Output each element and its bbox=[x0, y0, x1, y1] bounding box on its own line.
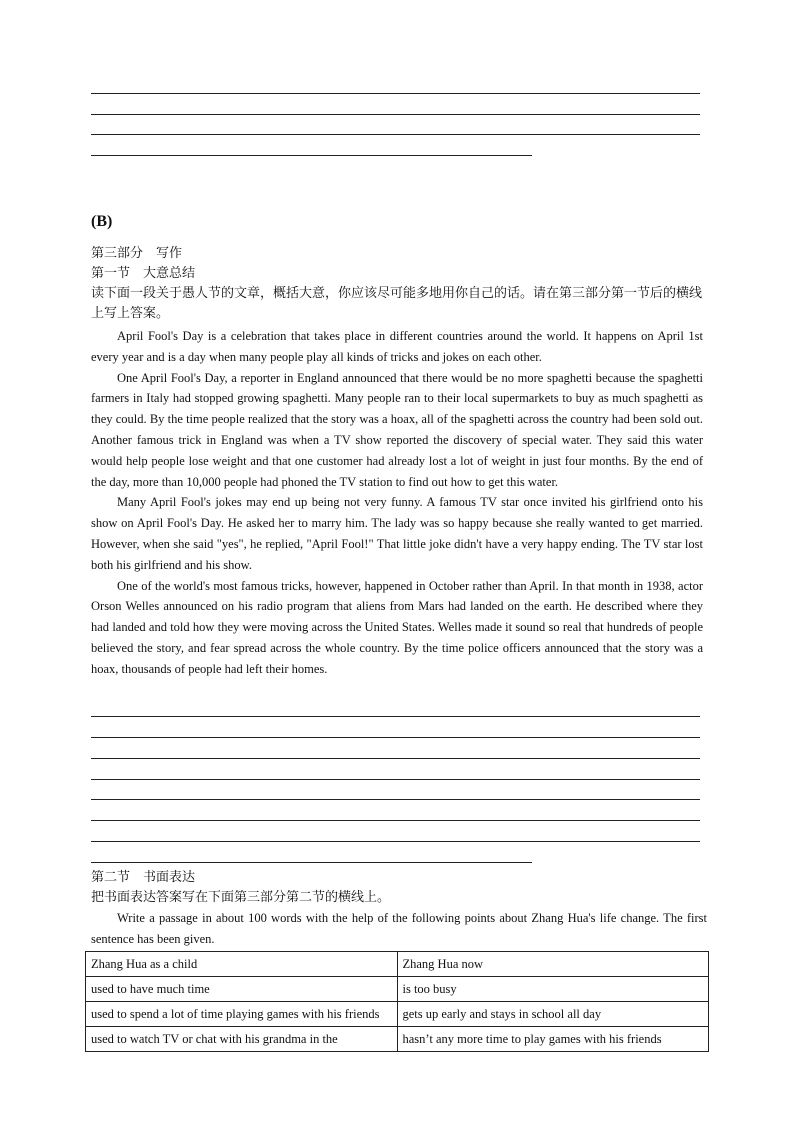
passage-paragraph: Many April Fool's jokes may end up being not very funny. A famous TV star once invited his girlfriend onto his show on April Fool's Day. He asked her to marry him. The lady was so happy because she really wanted to get married. However, when she said "yes", he replied, "April Fool!" That little joke didn't have a very happy ending. The TV star lost both his girlfriend and his show. bbox=[91, 495, 703, 572]
reading-passage bbox=[91, 326, 703, 680]
table-cell: used to spend a lot of time playing games with his friends bbox=[86, 1002, 398, 1027]
part-header bbox=[91, 243, 703, 323]
answer-line bbox=[91, 820, 700, 821]
section2-title: 第二节 书面表达 bbox=[91, 869, 196, 884]
section-label: (B) bbox=[91, 213, 113, 230]
table-cell: used to have much time bbox=[86, 977, 398, 1002]
answer-line bbox=[91, 155, 532, 156]
answer-line bbox=[91, 758, 700, 759]
answer-line bbox=[91, 737, 700, 738]
writing-prompt-block bbox=[91, 908, 707, 950]
part-title: 第三部分 写作 bbox=[91, 245, 183, 260]
table-row bbox=[86, 977, 709, 1002]
answer-line bbox=[91, 779, 700, 780]
table-row bbox=[86, 1002, 709, 1027]
answer-line bbox=[91, 716, 700, 717]
table-header-cell: Zhang Hua now bbox=[397, 952, 709, 977]
section1-instruction: 读下面一段关于愚人节的文章，概括大意，你应该尽可能多地用你自己的话。请在第三部分第一节后的横线上写上答案。 bbox=[91, 285, 703, 320]
answer-line bbox=[91, 799, 700, 800]
passage-paragraph: One of the world's most famous tricks, however, happened in October rather than April. In that month in 1938, actor Orson Welles announced on his radio program that aliens from Mars had landed on the earth. He described where they had landed and told how they were moving across the United States. Welles made it sound so real that hundreds of people believed the story, and fear spread across the whole country. By the time police officers announced that the story was a hoax, thousands of people had left their homes. bbox=[91, 578, 703, 676]
answer-line bbox=[91, 862, 532, 863]
answer-line bbox=[91, 114, 700, 115]
writing-prompt: Write a passage in about 100 words with the help of the following points about Zhang Hua's life change. The first sentence has been given. bbox=[91, 911, 707, 946]
table-header-row bbox=[86, 952, 709, 977]
section2-header bbox=[91, 867, 703, 907]
table-row bbox=[86, 1027, 709, 1052]
section2-instruction: 把书面表达答案写在下面第三部分第二节的横线上。 bbox=[91, 889, 391, 904]
table-cell: is too busy bbox=[397, 977, 709, 1002]
answer-line bbox=[91, 841, 700, 842]
passage-paragraph: April Fool's Day is a celebration that takes place in different countries around the world. It happens on April 1st every year and is a day when many people play all kinds of tricks and jokes on each other. bbox=[91, 329, 703, 364]
points-table bbox=[85, 951, 709, 1052]
table-header-cell: Zhang Hua as a child bbox=[86, 952, 398, 977]
passage-paragraph: One April Fool's Day, a reporter in England announced that there would be no more spaghetti because the spaghetti farmers in Italy had stopped growing spaghetti. Many people ran to their local supermarkets to buy as much spaghetti as they could. By the time people realized that the story was a hoax, all of the spaghetti across the country had been sold out. Another famous trick in England was when a TV show reported the discovery of special water. They said this water would help people lose weight and that one customer had already lost a lot of weight in just four months. By the end of the day, more than 10,000 people had phoned the TV station to find out how to get this water. bbox=[91, 370, 703, 489]
section1-title: 第一节 大意总结 bbox=[91, 265, 196, 280]
table-cell: hasn’t any more time to play games with his friends bbox=[397, 1027, 709, 1052]
answer-line bbox=[91, 93, 700, 94]
table-cell: gets up early and stays in school all day bbox=[397, 1002, 709, 1027]
table-cell: used to watch TV or chat with his grandma in the bbox=[86, 1027, 398, 1052]
answer-line bbox=[91, 134, 700, 135]
